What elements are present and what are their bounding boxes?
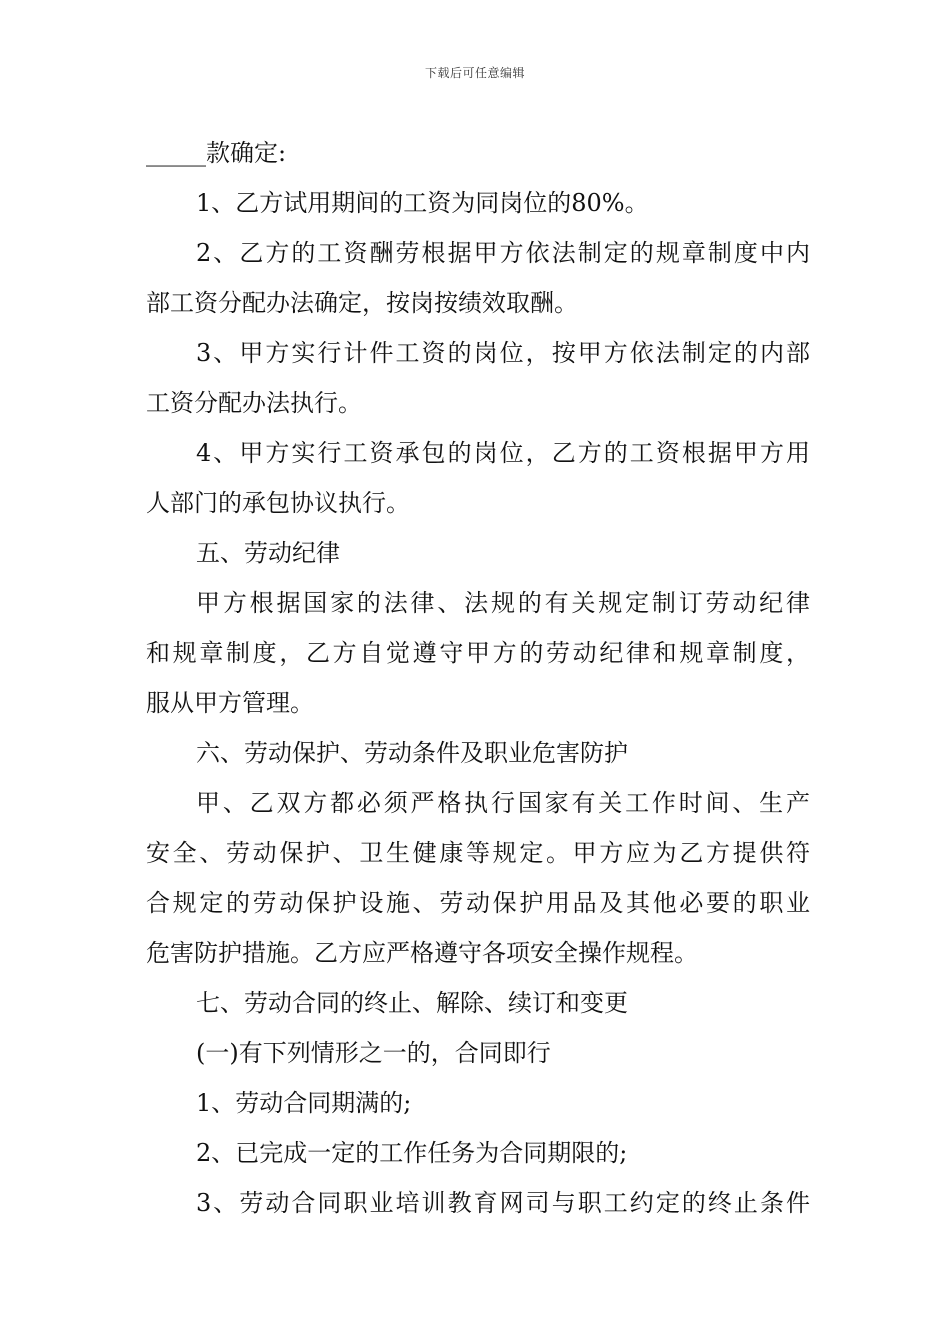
list-item: 1、劳动合同期满的;: [196, 1089, 412, 1117]
text-line: 1、乙方试用期间的工资为同岗位的80%。: [196, 189, 649, 217]
document-body: [146, 128, 810, 1228]
text-line: 安全、劳动保护、卫生健康等规定。甲方应为乙方提供符: [146, 839, 810, 867]
page-header-note: 下载后可任意编辑: [424, 66, 525, 80]
text-line: 3、甲方实行计件工资的岗位，按甲方依法制定的内部: [196, 339, 810, 367]
text-line: _____款确定:: [146, 139, 287, 167]
text-line: 4、甲方实行工资承包的岗位，乙方的工资根据甲方用: [196, 439, 810, 467]
list-item: 2、已完成一定的工作任务为合同期限的;: [196, 1139, 628, 1167]
text-line: 和规章制度，乙方自觉遵守甲方的劳动纪律和规章制度，: [146, 639, 810, 667]
list-item: 3、劳动合同职业培训教育网司与职工约定的终止条件: [196, 1189, 810, 1217]
section-heading: 五、劳动纪律: [196, 539, 340, 567]
section-heading: 六、劳动保护、劳动条件及职业危害防护: [196, 739, 628, 767]
text-line: 危害防护措施。乙方应严格遵守各项安全操作规程。: [146, 939, 698, 967]
text-line: 服从甲方管理。: [146, 689, 314, 717]
section-heading: 七、劳动合同的终止、解除、续订和变更: [196, 989, 628, 1017]
text-line: (一)有下列情形之一的，合同即行: [196, 1039, 551, 1067]
text-line: 工资分配办法执行。: [146, 389, 362, 417]
text-line: 合规定的劳动保护设施、劳动保护用品及其他必要的职业: [146, 889, 810, 917]
text-line: 甲方根据国家的法律、法规的有关规定制订劳动纪律: [196, 589, 810, 617]
text-line: 人部门的承包协议执行。: [146, 489, 410, 517]
text-line: 甲、乙双方都必须严格执行国家有关工作时间、生产: [196, 789, 810, 817]
text-line: 部工资分配办法确定，按岗按绩效取酬。: [146, 289, 578, 317]
text-line: 2、乙方的工资酬劳根据甲方依法制定的规章制度中内: [196, 239, 810, 267]
